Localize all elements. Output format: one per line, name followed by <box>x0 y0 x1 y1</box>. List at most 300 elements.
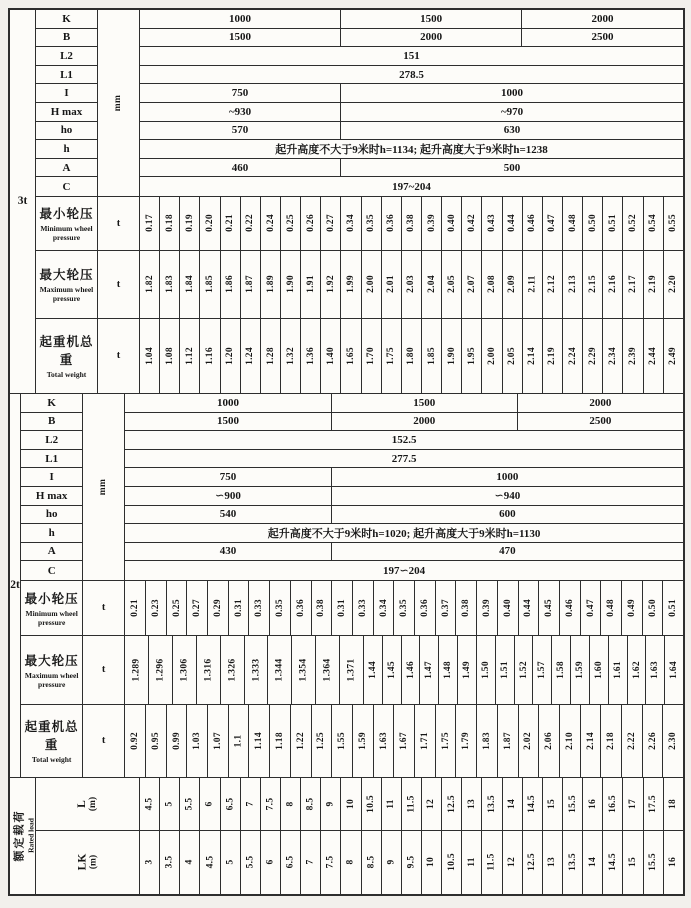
value-text: 11 <box>466 857 477 868</box>
value-text: 3.5 <box>164 855 175 869</box>
value-cell <box>221 636 245 704</box>
spec-value: 1000 <box>125 394 332 412</box>
spec-value: 277.5 <box>391 452 417 465</box>
value-cell <box>321 831 341 894</box>
value-cell <box>180 831 200 894</box>
value-cell <box>353 581 374 635</box>
value-cell <box>543 319 563 393</box>
value-text: 2.18 <box>606 731 617 750</box>
value-text: 1.03 <box>192 731 203 750</box>
value-cell <box>462 251 482 318</box>
value-text: 1.71 <box>419 731 430 750</box>
value-cell <box>402 251 422 318</box>
value-cell <box>560 581 581 635</box>
value-text: 10.5 <box>366 794 377 813</box>
value-cell <box>482 319 502 393</box>
value-cell <box>341 778 361 830</box>
value-text: 1.62 <box>631 660 642 679</box>
value-text: 17.5 <box>648 794 659 813</box>
value-cell <box>249 705 270 777</box>
value-cell <box>270 705 291 777</box>
value-cell <box>221 319 241 393</box>
value-cell <box>332 581 353 635</box>
row-label-zh: 最大轮压 <box>24 653 79 668</box>
spec-value: 1500 <box>341 10 522 28</box>
value-text: 1.333 <box>250 658 261 682</box>
value-text: 7.5 <box>325 855 336 869</box>
value-cell <box>402 778 422 830</box>
unit-t-cell: t <box>83 636 125 704</box>
value-text: 1.24 <box>245 347 256 365</box>
value-text: 0.95 <box>150 731 161 750</box>
value-cell <box>180 251 200 318</box>
value-cell <box>160 319 180 393</box>
value-text: 1.85 <box>204 275 215 294</box>
value-text: 12.5 <box>446 794 457 813</box>
value-text: 2.13 <box>567 275 578 294</box>
rated-load-label <box>10 810 35 862</box>
value-cell <box>583 831 603 894</box>
value-text: 0.51 <box>668 598 679 617</box>
value-text: 0.34 <box>378 598 389 617</box>
value-cell <box>462 197 482 250</box>
value-cell <box>281 831 301 894</box>
value-text: 1.89 <box>265 275 276 294</box>
value-text: 9.5 <box>406 855 417 869</box>
value-cell <box>180 197 200 250</box>
value-cell <box>382 251 402 318</box>
unit-t-cell: t <box>98 251 140 318</box>
capacity-label-3t: 3t <box>17 195 28 208</box>
spec-value: 151 <box>403 49 420 62</box>
value-text: 2.00 <box>486 347 497 365</box>
spec-row-l1 <box>125 450 683 469</box>
value-text: 13 <box>547 857 558 868</box>
rated-load-zh: 额定载荷 <box>13 809 25 862</box>
value-text: 2.04 <box>426 275 437 294</box>
spec-value: 2500 <box>591 31 614 44</box>
value-cell <box>664 319 683 393</box>
row-label-en: Total weight <box>46 370 87 380</box>
value-cell <box>353 705 374 777</box>
spec-block-3t <box>36 10 683 197</box>
value-cell <box>241 778 261 830</box>
value-text: 12 <box>507 857 518 868</box>
spec-row-b <box>140 29 683 48</box>
value-cell <box>362 319 382 393</box>
value-text: 14.5 <box>527 794 538 813</box>
value-text: 2.24 <box>567 347 578 365</box>
value-cell <box>482 197 502 250</box>
value-text: 4.5 <box>144 797 155 811</box>
value-text: 5 <box>225 859 236 865</box>
value-cell <box>362 197 382 250</box>
spec-value: 152.5 <box>391 433 417 446</box>
value-text: 18 <box>668 798 679 809</box>
value-text: 0.23 <box>150 598 161 617</box>
value-text: 1.371 <box>346 658 357 682</box>
spec-label-i: I <box>21 468 82 487</box>
value-text: 0.51 <box>607 214 618 233</box>
spec-value: ~930 <box>140 103 341 121</box>
value-text: 0.37 <box>440 598 451 617</box>
spec-label-l1: L1 <box>36 66 97 85</box>
spec-label-c: C <box>62 180 71 193</box>
spec-value: 1500 <box>332 394 518 412</box>
value-text: 0.55 <box>668 214 679 233</box>
spec-value: 430 <box>125 543 332 561</box>
value-cell <box>563 831 583 894</box>
max-wheel-pressure-row-2t <box>21 636 683 705</box>
spec-label-l1: L1 <box>21 450 82 469</box>
row-label-zh: 起重机总重 <box>39 335 94 368</box>
value-cell <box>374 581 395 635</box>
value-cell <box>125 705 146 777</box>
value-text: 6.5 <box>285 855 296 869</box>
value-text: 1.36 <box>305 347 316 365</box>
value-text: 2.22 <box>626 731 637 750</box>
value-cell <box>603 251 623 318</box>
value-text: 1.45 <box>386 660 397 679</box>
value-text: 10.5 <box>446 853 457 872</box>
row-label-max-3t <box>36 251 98 318</box>
value-cell <box>462 319 482 393</box>
value-cell <box>160 831 180 894</box>
value-text: 2.14 <box>527 347 538 365</box>
value-text: 1.79 <box>461 731 472 750</box>
spec-row-hmax <box>140 103 683 122</box>
value-text: 0.47 <box>585 598 596 617</box>
value-cell <box>301 778 321 830</box>
value-cell <box>533 636 552 704</box>
max-values-2t <box>125 636 683 704</box>
spec-label-h: h <box>36 140 97 159</box>
value-text: 9 <box>325 801 336 807</box>
value-cell <box>364 636 383 704</box>
spec-label-l2: L2 <box>21 431 82 450</box>
capacity-cell-2t <box>10 394 21 777</box>
value-cell <box>340 636 364 704</box>
spec-row-b <box>125 413 683 432</box>
value-text: 1.289 <box>131 658 142 682</box>
value-cell <box>402 197 422 250</box>
value-cell <box>229 705 250 777</box>
value-cell <box>663 705 683 777</box>
value-text: 0.45 <box>544 598 555 617</box>
weight-values-3t <box>140 319 683 393</box>
value-text: 1.07 <box>212 731 223 750</box>
spec-value: 278.5 <box>399 68 424 81</box>
value-text: 1.80 <box>406 347 417 365</box>
spec-label-b: B <box>21 413 82 432</box>
spec-label-k: K <box>21 394 82 413</box>
value-text: 13 <box>466 798 477 809</box>
value-cell <box>321 197 341 250</box>
value-text: 0.36 <box>386 214 397 233</box>
value-cell <box>301 319 321 393</box>
value-text: 0.24 <box>265 214 276 233</box>
row-label-en: Minimum wheel pressure <box>25 608 78 627</box>
value-text: 0.21 <box>130 598 141 617</box>
value-text: 1.18 <box>274 731 285 750</box>
min-wheel-pressure-row-3t <box>36 197 683 251</box>
section-3t <box>10 10 683 394</box>
spec-value-hoist-height-note: 起升高度不大于9米时h=1134; 起升高度大于9米时h=1238 <box>275 143 548 156</box>
value-cell <box>644 831 664 894</box>
value-cell <box>200 831 220 894</box>
value-text: 1.25 <box>316 731 327 750</box>
value-text: 2.05 <box>507 347 518 365</box>
value-cell <box>187 581 208 635</box>
spec-value: 570 <box>140 122 341 140</box>
value-cell <box>292 636 316 704</box>
value-cell <box>261 251 281 318</box>
value-cell <box>543 778 563 830</box>
span-LK-values <box>140 831 683 894</box>
value-text: 0.33 <box>254 598 265 617</box>
min-values-2t <box>125 581 683 635</box>
value-cell <box>208 705 229 777</box>
value-cell <box>583 251 603 318</box>
value-text: 9 <box>386 859 397 865</box>
value-cell <box>341 251 361 318</box>
value-text: 2.09 <box>507 275 518 294</box>
value-cell <box>422 197 442 250</box>
spec-value: 540 <box>125 506 332 524</box>
value-text: 8 <box>345 859 356 865</box>
value-text: 12.5 <box>527 853 538 872</box>
value-cell <box>583 778 603 830</box>
value-cell <box>221 251 241 318</box>
capacity-cell-3t <box>10 10 36 393</box>
value-text: 7 <box>305 859 316 865</box>
rated-load-en: Rated load <box>26 818 35 854</box>
crane-spec-table <box>8 8 685 896</box>
spec-row-ho <box>125 506 683 525</box>
value-text: 5 <box>164 801 175 807</box>
value-cell <box>436 705 457 777</box>
value-text: 1.63 <box>378 731 389 750</box>
value-cell <box>623 778 643 830</box>
value-cell <box>140 251 160 318</box>
spec-values-3t <box>140 10 683 196</box>
value-cell <box>422 319 442 393</box>
value-text: 2.12 <box>547 275 558 294</box>
value-text: 1.12 <box>184 347 195 365</box>
value-text: 11 <box>386 799 397 809</box>
spec-value: ∽940 <box>494 490 521 503</box>
value-cell <box>200 778 220 830</box>
value-text: 1.90 <box>285 275 296 294</box>
spec-label-k: K <box>36 10 97 29</box>
value-cell <box>241 319 261 393</box>
value-text: 0.54 <box>648 214 659 233</box>
value-cell <box>581 705 602 777</box>
value-text: 1.14 <box>254 731 265 750</box>
section-rated-load <box>10 778 683 894</box>
spec-label-hmax: H max <box>21 487 82 506</box>
value-cell <box>382 831 402 894</box>
spec-value: 197~204 <box>392 180 431 193</box>
value-cell <box>241 831 261 894</box>
value-cell <box>523 251 543 318</box>
value-text: 15.5 <box>648 853 659 872</box>
value-cell <box>402 831 422 894</box>
value-text: 0.39 <box>426 214 437 233</box>
value-cell <box>643 581 664 635</box>
value-text: 6 <box>204 801 215 807</box>
value-cell <box>402 319 422 393</box>
value-cell <box>523 319 543 393</box>
value-text: 1.87 <box>502 731 513 750</box>
value-text: 0.36 <box>295 598 306 617</box>
value-text: 0.27 <box>192 598 203 617</box>
value-text: 0.29 <box>212 598 223 617</box>
value-text: 1.95 <box>466 347 477 365</box>
spec-value: 2000 <box>341 29 522 47</box>
value-cell <box>394 581 415 635</box>
value-text: 2.00 <box>366 275 377 294</box>
spec-value: 600 <box>499 508 516 521</box>
value-text: 1.326 <box>227 658 238 682</box>
capacity-label-2t: 2t <box>10 579 20 592</box>
value-cell <box>482 251 502 318</box>
spec-value: 2500 <box>589 415 612 428</box>
value-cell <box>197 636 221 704</box>
value-cell <box>563 251 583 318</box>
row-label-weight-2t <box>21 705 83 777</box>
value-cell <box>644 778 664 830</box>
value-cell <box>125 581 146 635</box>
value-cell <box>664 197 683 250</box>
spec-row-a <box>125 543 683 562</box>
value-text: 0.43 <box>486 214 497 233</box>
value-text: 5.5 <box>184 797 195 811</box>
value-cell <box>261 831 281 894</box>
value-text: 14 <box>587 857 598 868</box>
spec-row-ho <box>140 122 683 141</box>
value-cell <box>664 831 683 894</box>
spec-label-hmax: H max <box>36 103 97 122</box>
value-text: 0.38 <box>461 598 472 617</box>
value-cell <box>503 251 523 318</box>
value-cell <box>563 778 583 830</box>
spec-value: 197∽204 <box>382 565 426 578</box>
value-cell <box>149 636 173 704</box>
row-label-en: Maximum wheel pressure <box>24 670 79 689</box>
value-cell <box>173 636 197 704</box>
value-cell <box>140 778 160 830</box>
value-text: 1.20 <box>225 347 236 365</box>
value-cell <box>374 705 395 777</box>
spec-value: 470 <box>499 545 516 558</box>
value-cell <box>301 831 321 894</box>
value-text: 1.296 <box>155 658 166 682</box>
spec-row-k <box>125 394 683 413</box>
value-cell <box>477 581 498 635</box>
value-text: 0.25 <box>285 214 296 233</box>
value-cell <box>543 251 563 318</box>
value-cell <box>146 705 167 777</box>
unit-mm-cell-2t <box>83 394 125 580</box>
value-cell <box>312 705 333 777</box>
value-cell <box>200 319 220 393</box>
value-cell <box>241 197 261 250</box>
value-text: 16 <box>668 857 679 868</box>
value-cell <box>482 831 502 894</box>
value-text: 1.316 <box>203 658 214 682</box>
value-text: 15.5 <box>567 794 578 813</box>
value-text: 0.31 <box>233 598 244 617</box>
value-text: 2.20 <box>668 275 679 294</box>
value-text: 15 <box>627 857 638 868</box>
span-LK-name: LK <box>76 854 89 871</box>
spec-row-c <box>140 177 683 196</box>
value-cell <box>628 636 647 704</box>
value-cell <box>581 581 602 635</box>
value-text: 4 <box>184 859 195 865</box>
spec-values-2t <box>125 394 683 580</box>
value-text: 2.34 <box>607 347 618 365</box>
spec-label-c: C <box>47 564 56 577</box>
value-text: 15 <box>547 798 558 809</box>
value-cell <box>321 251 341 318</box>
value-text: 4.5 <box>204 855 215 869</box>
unit-t-cell: t <box>98 197 140 250</box>
value-text: 1.59 <box>574 660 585 679</box>
value-cell <box>583 197 603 250</box>
value-cell <box>462 778 482 830</box>
value-text: 12 <box>426 798 437 809</box>
value-text: 14 <box>507 798 518 809</box>
value-text: 13.5 <box>567 853 578 872</box>
spec-value: 1000 <box>140 10 341 28</box>
value-cell <box>402 636 421 704</box>
value-cell <box>603 197 623 250</box>
unit-t-cell: t <box>83 705 125 777</box>
value-text: 0.49 <box>626 598 637 617</box>
spec-value: ~970 <box>500 105 524 118</box>
value-cell <box>382 197 402 250</box>
value-text: 0.17 <box>144 214 155 233</box>
value-cell <box>539 705 560 777</box>
value-cell <box>140 197 160 250</box>
row-label-max-2t <box>21 636 83 704</box>
value-text: 1.67 <box>399 731 410 750</box>
value-cell <box>281 319 301 393</box>
row-label-weight-3t <box>36 319 98 393</box>
value-cell <box>458 636 477 704</box>
value-text: 0.35 <box>274 598 285 617</box>
value-text: 3 <box>144 859 155 865</box>
value-text: 1.86 <box>225 275 236 294</box>
value-cell <box>341 197 361 250</box>
value-cell <box>422 831 442 894</box>
value-cell <box>462 831 482 894</box>
value-text: 1.92 <box>325 275 336 294</box>
span-L-row <box>36 778 683 831</box>
value-text: 0.46 <box>527 214 538 233</box>
value-text: 1.49 <box>461 660 472 679</box>
spec-value: 2000 <box>332 413 518 431</box>
rated-load-cell <box>10 778 36 894</box>
value-text: 2.26 <box>647 731 658 750</box>
spec-label-a: A <box>21 543 82 562</box>
spec-label-h: h <box>21 524 82 543</box>
spec-row-i <box>140 84 683 103</box>
value-text: 0.40 <box>446 214 457 233</box>
value-cell <box>477 636 496 704</box>
